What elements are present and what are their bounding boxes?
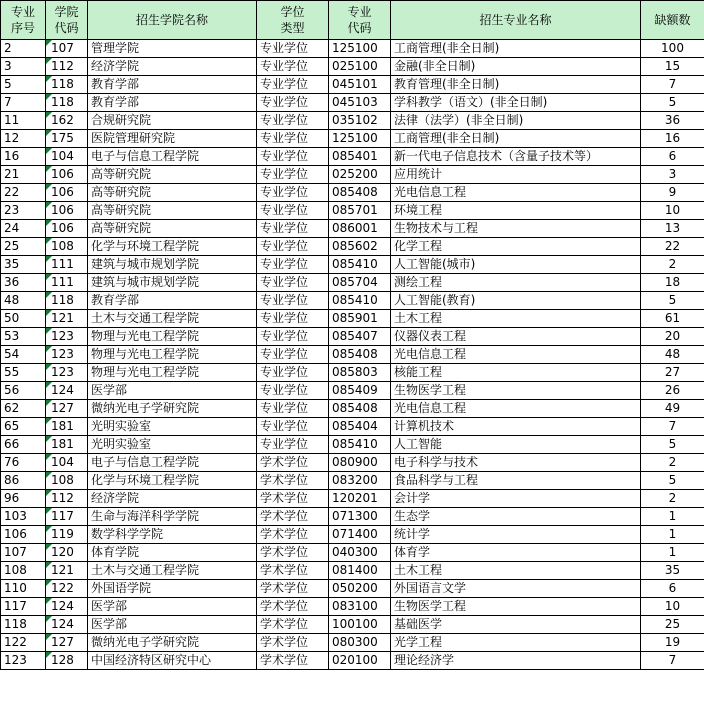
cell-college-code[interactable]: 118: [46, 76, 88, 94]
cell-college-name[interactable]: 建筑与城市规划学院: [88, 256, 257, 274]
cell-college-code[interactable]: 108: [46, 472, 88, 490]
cell-seq[interactable]: 12: [1, 130, 46, 148]
header-row: [1, 1, 704, 40]
cell-college-name[interactable]: 合规研究院: [88, 112, 257, 130]
cell-degree-type[interactable]: 学术学位: [257, 508, 329, 526]
cell-college-code[interactable]: 106: [46, 220, 88, 238]
cell-major-code[interactable]: 050200: [329, 580, 391, 598]
cell-major-name[interactable]: 金融(非全日制): [391, 58, 641, 76]
cell-college-name[interactable]: 高等研究院: [88, 220, 257, 238]
cell-major-name[interactable]: 工商管理(非全日制): [391, 40, 641, 58]
cell-vacancies[interactable]: 35: [641, 562, 704, 580]
cell-degree-type[interactable]: 学术学位: [257, 598, 329, 616]
cell-college-code[interactable]: 124: [46, 598, 88, 616]
table-row: [1, 382, 704, 400]
cell-major-code[interactable]: 071300: [329, 508, 391, 526]
cell-college-code[interactable]: 106: [46, 166, 88, 184]
cell-college-code[interactable]: 111: [46, 274, 88, 292]
cell-major-name[interactable]: 法律（法学）(非全日制): [391, 112, 641, 130]
cell-college-code[interactable]: 117: [46, 508, 88, 526]
cell-degree-type[interactable]: 专业学位: [257, 256, 329, 274]
cell-major-code[interactable]: 040300: [329, 544, 391, 562]
table-row: [1, 454, 704, 472]
header-major-code-line2: 代码: [347, 21, 372, 35]
cell-college-code[interactable]: 119: [46, 526, 88, 544]
cell-college-code[interactable]: 127: [46, 634, 88, 652]
cell-seq[interactable]: 22: [1, 184, 46, 202]
table-row: [1, 472, 704, 490]
cell-seq[interactable]: 56: [1, 382, 46, 400]
table-row: [1, 436, 704, 454]
cell-seq[interactable]: 118: [1, 616, 46, 634]
cell-degree-type[interactable]: 学术学位: [257, 634, 329, 652]
table-row: [1, 634, 704, 652]
table-row: [1, 328, 704, 346]
cell-seq[interactable]: 106: [1, 526, 46, 544]
cell-vacancies[interactable]: 48: [641, 346, 704, 364]
cell-degree-type[interactable]: 专业学位: [257, 274, 329, 292]
cell-college-code[interactable]: 104: [46, 148, 88, 166]
cell-degree-type[interactable]: 专业学位: [257, 346, 329, 364]
table-row: [1, 346, 704, 364]
cell-college-code[interactable]: 162: [46, 112, 88, 130]
header-college-code[interactable]: [46, 1, 88, 40]
cell-major-name[interactable]: 计算机技术: [391, 418, 641, 436]
header-seq-line1: 专业: [10, 5, 35, 19]
cell-major-code[interactable]: 020100: [329, 652, 391, 670]
cell-vacancies[interactable]: 10: [641, 598, 704, 616]
table-row: [1, 202, 704, 220]
cell-seq[interactable]: 5: [1, 76, 46, 94]
table-row: [1, 220, 704, 238]
header-college-name[interactable]: 招生学院名称: [88, 1, 257, 40]
cell-major-name[interactable]: 人工智能(教育): [391, 292, 641, 310]
cell-college-name[interactable]: 高等研究院: [88, 202, 257, 220]
table-row: [1, 508, 704, 526]
cell-degree-type[interactable]: 学术学位: [257, 652, 329, 670]
cell-vacancies[interactable]: 1: [641, 508, 704, 526]
cell-college-name[interactable]: 电子与信息工程学院: [88, 148, 257, 166]
cell-seq[interactable]: 36: [1, 274, 46, 292]
cell-college-name[interactable]: 教育学部: [88, 94, 257, 112]
cell-seq[interactable]: 25: [1, 238, 46, 256]
cell-college-name[interactable]: 数学科学学院: [88, 526, 257, 544]
cell-seq[interactable]: 7: [1, 94, 46, 112]
cell-vacancies[interactable]: 61: [641, 310, 704, 328]
table-row: [1, 580, 704, 598]
cell-major-code[interactable]: 083100: [329, 598, 391, 616]
cell-major-code[interactable]: 080300: [329, 634, 391, 652]
cell-major-code[interactable]: 085901: [329, 310, 391, 328]
cell-college-code[interactable]: 181: [46, 436, 88, 454]
cell-college-name[interactable]: 化学与环境工程学院: [88, 472, 257, 490]
cell-college-name[interactable]: 生命与海洋科学学院: [88, 508, 257, 526]
table-row: [1, 274, 704, 292]
cell-major-name[interactable]: 环境工程: [391, 202, 641, 220]
cell-degree-type[interactable]: 专业学位: [257, 40, 329, 58]
cell-degree-type[interactable]: 专业学位: [257, 148, 329, 166]
cell-degree-type[interactable]: 学术学位: [257, 562, 329, 580]
table-row: [1, 58, 704, 76]
cell-vacancies[interactable]: 20: [641, 328, 704, 346]
cell-college-code[interactable]: 120: [46, 544, 88, 562]
header-degree-type-line1: 学位: [280, 5, 305, 19]
cell-seq[interactable]: 53: [1, 328, 46, 346]
cell-major-name[interactable]: 人工智能: [391, 436, 641, 454]
cell-seq[interactable]: 55: [1, 364, 46, 382]
cell-seq[interactable]: 54: [1, 346, 46, 364]
cell-college-code[interactable]: 123: [46, 328, 88, 346]
cell-college-code[interactable]: 108: [46, 238, 88, 256]
cell-major-name[interactable]: 电子科学与技术: [391, 454, 641, 472]
cell-major-name[interactable]: 生态学: [391, 508, 641, 526]
header-vacancies[interactable]: 缺额数: [641, 1, 704, 40]
cell-major-name[interactable]: 理论经济学: [391, 652, 641, 670]
cell-seq[interactable]: 21: [1, 166, 46, 184]
table-row: [1, 256, 704, 274]
cell-vacancies[interactable]: 19: [641, 634, 704, 652]
cell-major-name[interactable]: 土木工程: [391, 562, 641, 580]
cell-college-name[interactable]: 外国语学院: [88, 580, 257, 598]
cell-major-name[interactable]: 新一代电子信息技术（含量子技术等）: [391, 148, 641, 166]
cell-college-code[interactable]: 123: [46, 346, 88, 364]
table-row: [1, 652, 704, 670]
cell-college-name[interactable]: 高等研究院: [88, 184, 257, 202]
header-major-code-line1: 专业: [347, 5, 372, 19]
cell-vacancies[interactable]: 6: [641, 580, 704, 598]
cell-degree-type[interactable]: 专业学位: [257, 328, 329, 346]
cell-college-name[interactable]: 医学部: [88, 616, 257, 634]
cell-college-name[interactable]: 电子与信息工程学院: [88, 454, 257, 472]
cell-major-code[interactable]: 120201: [329, 490, 391, 508]
cell-vacancies[interactable]: 18: [641, 274, 704, 292]
cell-vacancies[interactable]: 5: [641, 94, 704, 112]
header-degree-type-line2: 类型: [280, 21, 305, 35]
cell-seq[interactable]: 2: [1, 40, 46, 58]
header-college-code-line1: 学院: [54, 5, 79, 19]
cell-college-name[interactable]: 高等研究院: [88, 166, 257, 184]
cell-seq[interactable]: 62: [1, 400, 46, 418]
header-college-code-line2: 代码: [54, 21, 79, 35]
cell-degree-type[interactable]: 专业学位: [257, 292, 329, 310]
cell-vacancies[interactable]: 5: [641, 292, 704, 310]
table-row: [1, 238, 704, 256]
cell-major-code[interactable]: 085701: [329, 202, 391, 220]
cell-major-name[interactable]: 外国语言文学: [391, 580, 641, 598]
cell-college-name[interactable]: 经济学院: [88, 58, 257, 76]
cell-major-code[interactable]: 080900: [329, 454, 391, 472]
cell-college-name[interactable]: 微纳光电子学研究院: [88, 634, 257, 652]
cell-major-code[interactable]: 081400: [329, 562, 391, 580]
cell-college-name[interactable]: 体育学院: [88, 544, 257, 562]
table-row: [1, 598, 704, 616]
cell-seq[interactable]: 96: [1, 490, 46, 508]
table-body: [1, 40, 704, 670]
cell-major-name[interactable]: 基础医学: [391, 616, 641, 634]
cell-major-name[interactable]: 光电信息工程: [391, 184, 641, 202]
table-row: [1, 292, 704, 310]
cell-major-code[interactable]: 045101: [329, 76, 391, 94]
cell-college-code[interactable]: 124: [46, 616, 88, 634]
cell-major-name[interactable]: 核能工程: [391, 364, 641, 382]
cell-vacancies[interactable]: 15: [641, 58, 704, 76]
cell-major-code[interactable]: 085404: [329, 418, 391, 436]
cell-major-code[interactable]: 085410: [329, 256, 391, 274]
cell-college-code[interactable]: 112: [46, 58, 88, 76]
cell-college-name[interactable]: 微纳光电子学研究院: [88, 400, 257, 418]
cell-seq[interactable]: 108: [1, 562, 46, 580]
cell-vacancies[interactable]: 5: [641, 436, 704, 454]
cell-major-name[interactable]: 工商管理(非全日制): [391, 130, 641, 148]
cell-vacancies[interactable]: 7: [641, 76, 704, 94]
cell-college-name[interactable]: 土木与交通工程学院: [88, 310, 257, 328]
cell-degree-type[interactable]: 专业学位: [257, 202, 329, 220]
cell-vacancies[interactable]: 1: [641, 544, 704, 562]
cell-degree-type[interactable]: 专业学位: [257, 76, 329, 94]
cell-degree-type[interactable]: 专业学位: [257, 310, 329, 328]
cell-seq[interactable]: 50: [1, 310, 46, 328]
table-row: [1, 616, 704, 634]
cell-vacancies[interactable]: 10: [641, 202, 704, 220]
cell-major-code[interactable]: 045103: [329, 94, 391, 112]
cell-major-code[interactable]: 085408: [329, 184, 391, 202]
table-row: [1, 148, 704, 166]
cell-college-code[interactable]: 106: [46, 184, 88, 202]
table-row: [1, 184, 704, 202]
table-row: [1, 40, 704, 58]
cell-college-name[interactable]: 土木与交通工程学院: [88, 562, 257, 580]
cell-major-code[interactable]: 025100: [329, 58, 391, 76]
cell-degree-type[interactable]: 专业学位: [257, 94, 329, 112]
cell-vacancies[interactable]: 2: [641, 490, 704, 508]
cell-degree-type[interactable]: 专业学位: [257, 364, 329, 382]
header-major-name[interactable]: 招生专业名称: [391, 1, 641, 40]
cell-seq[interactable]: 11: [1, 112, 46, 130]
table-row: [1, 364, 704, 382]
cell-seq[interactable]: 23: [1, 202, 46, 220]
cell-vacancies[interactable]: 36: [641, 112, 704, 130]
cell-degree-type[interactable]: 专业学位: [257, 166, 329, 184]
cell-major-name[interactable]: 食品科学与工程: [391, 472, 641, 490]
cell-major-name[interactable]: 统计学: [391, 526, 641, 544]
cell-degree-type[interactable]: 学术学位: [257, 472, 329, 490]
cell-vacancies[interactable]: 100: [641, 40, 704, 58]
cell-major-name[interactable]: 仪器仪表工程: [391, 328, 641, 346]
cell-major-code[interactable]: 025200: [329, 166, 391, 184]
cell-major-name[interactable]: 教育管理(非全日制): [391, 76, 641, 94]
cell-major-name[interactable]: 生物技术与工程: [391, 220, 641, 238]
cell-college-code[interactable]: 107: [46, 40, 88, 58]
cell-college-name[interactable]: 教育学部: [88, 76, 257, 94]
cell-degree-type[interactable]: 专业学位: [257, 130, 329, 148]
cell-seq[interactable]: 117: [1, 598, 46, 616]
cell-college-code[interactable]: 111: [46, 256, 88, 274]
cell-seq[interactable]: 3: [1, 58, 46, 76]
table-row: [1, 418, 704, 436]
cell-college-name[interactable]: 经济学院: [88, 490, 257, 508]
cell-vacancies[interactable]: 27: [641, 364, 704, 382]
cell-major-code[interactable]: 100100: [329, 616, 391, 634]
cell-major-name[interactable]: 学科教学（语文）(非全日制): [391, 94, 641, 112]
cell-major-code[interactable]: 085803: [329, 364, 391, 382]
cell-degree-type[interactable]: 专业学位: [257, 112, 329, 130]
cell-vacancies[interactable]: 6: [641, 148, 704, 166]
cell-college-name[interactable]: 医学部: [88, 382, 257, 400]
cell-college-code[interactable]: 121: [46, 310, 88, 328]
cell-college-name[interactable]: 建筑与城市规划学院: [88, 274, 257, 292]
table-row: [1, 130, 704, 148]
cell-major-name[interactable]: 土木工程: [391, 310, 641, 328]
cell-major-name[interactable]: 应用统计: [391, 166, 641, 184]
cell-major-name[interactable]: 会计学: [391, 490, 641, 508]
cell-degree-type[interactable]: 学术学位: [257, 526, 329, 544]
cell-major-code[interactable]: 085407: [329, 328, 391, 346]
cell-major-name[interactable]: 体育学: [391, 544, 641, 562]
cell-major-name[interactable]: 光电信息工程: [391, 346, 641, 364]
cell-vacancies[interactable]: 25: [641, 616, 704, 634]
cell-major-code[interactable]: 085408: [329, 346, 391, 364]
cell-degree-type[interactable]: 专业学位: [257, 238, 329, 256]
cell-college-code[interactable]: 127: [46, 400, 88, 418]
cell-college-code[interactable]: 123: [46, 364, 88, 382]
cell-vacancies[interactable]: 2: [641, 454, 704, 472]
cell-seq[interactable]: 48: [1, 292, 46, 310]
table-row: [1, 112, 704, 130]
cell-degree-type[interactable]: 专业学位: [257, 436, 329, 454]
cell-major-code[interactable]: 035102: [329, 112, 391, 130]
cell-major-code[interactable]: 085401: [329, 148, 391, 166]
cell-degree-type[interactable]: 专业学位: [257, 220, 329, 238]
cell-vacancies[interactable]: 16: [641, 130, 704, 148]
cell-seq[interactable]: 103: [1, 508, 46, 526]
cell-degree-type[interactable]: 学术学位: [257, 616, 329, 634]
cell-major-code[interactable]: 083200: [329, 472, 391, 490]
cell-degree-type[interactable]: 专业学位: [257, 400, 329, 418]
cell-major-code[interactable]: 085409: [329, 382, 391, 400]
table-row: [1, 562, 704, 580]
cell-degree-type[interactable]: 专业学位: [257, 418, 329, 436]
cell-major-name[interactable]: 光电信息工程: [391, 400, 641, 418]
cell-major-name[interactable]: 生物医学工程: [391, 598, 641, 616]
header-seq[interactable]: [1, 1, 46, 40]
cell-vacancies[interactable]: 1: [641, 526, 704, 544]
table-row: [1, 490, 704, 508]
cell-seq[interactable]: 107: [1, 544, 46, 562]
cell-seq[interactable]: 35: [1, 256, 46, 274]
cell-major-code[interactable]: 125100: [329, 130, 391, 148]
cell-college-name[interactable]: 光明实验室: [88, 418, 257, 436]
cell-degree-type[interactable]: 学术学位: [257, 580, 329, 598]
cell-seq[interactable]: 76: [1, 454, 46, 472]
cell-vacancies[interactable]: 49: [641, 400, 704, 418]
cell-vacancies[interactable]: 2: [641, 256, 704, 274]
cell-major-code[interactable]: 085704: [329, 274, 391, 292]
cell-college-code[interactable]: 122: [46, 580, 88, 598]
table-row: [1, 310, 704, 328]
table-row: [1, 400, 704, 418]
cell-college-code[interactable]: 104: [46, 454, 88, 472]
cell-college-name[interactable]: 管理学院: [88, 40, 257, 58]
cell-degree-type[interactable]: 专业学位: [257, 184, 329, 202]
cell-seq[interactable]: 24: [1, 220, 46, 238]
table-row: [1, 76, 704, 94]
cell-major-code[interactable]: 085602: [329, 238, 391, 256]
cell-seq[interactable]: 110: [1, 580, 46, 598]
cell-seq[interactable]: 66: [1, 436, 46, 454]
cell-college-code[interactable]: 106: [46, 202, 88, 220]
cell-major-code[interactable]: 085410: [329, 292, 391, 310]
cell-college-name[interactable]: 光明实验室: [88, 436, 257, 454]
cell-major-name[interactable]: 化学工程: [391, 238, 641, 256]
cell-major-code[interactable]: 086001: [329, 220, 391, 238]
cell-major-name[interactable]: 测绘工程: [391, 274, 641, 292]
cell-college-name[interactable]: 化学与环境工程学院: [88, 238, 257, 256]
cell-college-code[interactable]: 112: [46, 490, 88, 508]
cell-vacancies[interactable]: 7: [641, 652, 704, 670]
cell-vacancies[interactable]: 3: [641, 166, 704, 184]
header-major-code[interactable]: [329, 1, 391, 40]
header-seq-line2: 序号: [10, 21, 35, 35]
cell-major-code[interactable]: 071400: [329, 526, 391, 544]
cell-college-name[interactable]: 医院管理研究院: [88, 130, 257, 148]
cell-major-code[interactable]: 085410: [329, 436, 391, 454]
cell-vacancies[interactable]: 26: [641, 382, 704, 400]
cell-college-code[interactable]: 124: [46, 382, 88, 400]
cell-college-code[interactable]: 118: [46, 292, 88, 310]
cell-seq[interactable]: 65: [1, 418, 46, 436]
cell-college-name[interactable]: 物理与光电工程学院: [88, 328, 257, 346]
cell-college-code[interactable]: 175: [46, 130, 88, 148]
cell-seq[interactable]: 16: [1, 148, 46, 166]
cell-seq[interactable]: 122: [1, 634, 46, 652]
cell-vacancies[interactable]: 5: [641, 472, 704, 490]
cell-degree-type[interactable]: 学术学位: [257, 544, 329, 562]
cell-seq[interactable]: 123: [1, 652, 46, 670]
cell-vacancies[interactable]: 22: [641, 238, 704, 256]
cell-college-name[interactable]: 物理与光电工程学院: [88, 364, 257, 382]
cell-college-code[interactable]: 128: [46, 652, 88, 670]
table-row: [1, 166, 704, 184]
cell-degree-type[interactable]: 学术学位: [257, 454, 329, 472]
cell-major-code[interactable]: 125100: [329, 40, 391, 58]
cell-major-code[interactable]: 085408: [329, 400, 391, 418]
cell-college-name[interactable]: 医学部: [88, 598, 257, 616]
table-row: [1, 526, 704, 544]
cell-major-name[interactable]: 光学工程: [391, 634, 641, 652]
cell-college-code[interactable]: 118: [46, 94, 88, 112]
cell-degree-type[interactable]: 学术学位: [257, 490, 329, 508]
cell-major-name[interactable]: 人工智能(城市): [391, 256, 641, 274]
table-row: [1, 544, 704, 562]
table-row: [1, 94, 704, 112]
cell-degree-type[interactable]: 专业学位: [257, 58, 329, 76]
cell-degree-type[interactable]: 专业学位: [257, 382, 329, 400]
cell-vacancies[interactable]: 13: [641, 220, 704, 238]
cell-college-name[interactable]: 中国经济特区研究中心: [88, 652, 257, 670]
cell-college-code[interactable]: 121: [46, 562, 88, 580]
cell-college-name[interactable]: 教育学部: [88, 292, 257, 310]
cell-major-name[interactable]: 生物医学工程: [391, 382, 641, 400]
header-degree-type[interactable]: [257, 1, 329, 40]
cell-seq[interactable]: 86: [1, 472, 46, 490]
cell-vacancies[interactable]: 7: [641, 418, 704, 436]
cell-college-code[interactable]: 181: [46, 418, 88, 436]
cell-college-name[interactable]: 物理与光电工程学院: [88, 346, 257, 364]
cell-vacancies[interactable]: 9: [641, 184, 704, 202]
